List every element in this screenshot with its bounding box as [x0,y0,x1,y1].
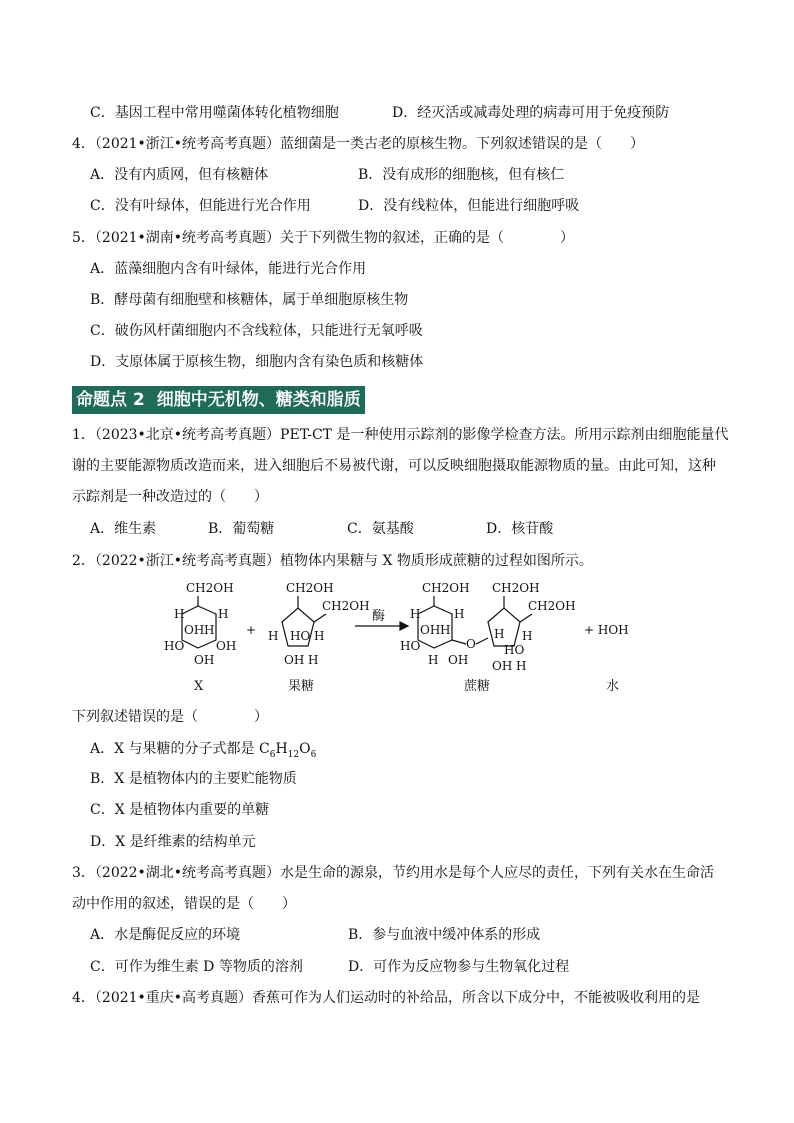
diagram-atom-label: H [204,623,215,637]
diagram-group-label: CH2OH [286,581,334,595]
diagram-atom-label: HO [504,643,525,657]
plus-sign: + [246,623,257,637]
diagram-group-label: CH2OH [492,581,540,595]
diagram-atom-label: H [314,629,325,643]
subscript: 6 [310,749,317,760]
diagram-atom-label: OH [420,623,441,637]
option-c: C．没有叶绿体，但能进行光合作用 [90,198,311,214]
question-stem: 3．（2022•湖北•统考高考真题）水是生命的源泉，节约用水是每个人应尽的责任，下列有关水在生命活 [72,865,715,881]
question-stem: 4．（2021•浙江•统考高考真题）蓝细菌是一类古老的原核生物。下列叙述错误的是（ ） [72,136,645,152]
question-stem-line: 谢的主要能源物质改造而来，进入细胞后不易被代谢，可以反映细胞摄取能源物质的量。由此可知，这种 [72,458,716,474]
option-a [90,740,316,764]
option-b: B．酵母菌有细胞壁和核糖体，属于单细胞原核生物 [90,292,409,308]
option-b: B．参与血液中缓冲体系的形成 [348,927,541,943]
subscript: 12 [287,749,300,760]
diagram-atom-label: H [522,629,533,643]
option-d: D．经灭活或减毒处理的病毒可用于免疫预防 [392,105,670,121]
option-c: C．氨基酸 [347,521,414,537]
diagram-atom-label: O [466,637,476,651]
option-b: B．X 是植物体内的主要贮能物质 [90,771,297,787]
section-number: 命题点 2 [76,390,145,410]
water-label: 水 [606,679,620,694]
diagram-atom-label: H [454,607,465,621]
option-c: C．X 是植物体内重要的单糖 [90,802,270,818]
diagram-atom-label: H [268,629,279,643]
diagram-atom-label: HO [290,629,311,643]
option-d: D．没有线粒体，但能进行细胞呼吸 [358,198,580,214]
enzyme-label: 酶 [372,609,386,624]
diagram-atom-label: H [174,607,185,621]
fructose-label: 果糖 [288,679,315,694]
diagram-group-label: CH2OH [322,599,370,613]
sucrose-label: 蔗糖 [464,679,491,694]
diagram-group-label: CH2OH [422,581,470,595]
question-stem: 1．（2023•北京•统考高考真题）PET-CT 是一种使用示踪剂的影像学检查方法。所用示踪剂由细胞能量代 [72,427,729,443]
diagram-atom-label: H [440,623,451,637]
diagram-atom-label: OH [448,653,469,667]
formula-o: O [299,741,311,757]
water-formula: + HOH [584,623,629,637]
option-a: A．维生素 [90,521,157,537]
option-a: A．没有内质网，但有核糖体 [90,167,269,183]
question-ask: 下列叙述错误的是（ ） [72,709,268,725]
diagram-atom-label: OH [492,659,513,673]
diagram-atom-label: H [410,607,421,621]
diagram-atom-label: OH [284,653,305,667]
diagram-atom-label: H [308,653,319,667]
option-a-text: A．X 与果糖的分子式都是 C [90,741,270,757]
section-heading [72,386,365,414]
diagram-atom-label: H [516,659,527,673]
diagram-atom-label: OH [216,639,237,653]
x-label: X [194,679,204,694]
question-stem: 5．（2021•湖南•统考高考真题）关于下列微生物的叙述，正确的是（ ） [72,230,575,246]
question-stem-line: 示踪剂是一种改造过的（ ） [72,489,268,505]
option-a: A．蓝藻细胞内含有叶绿体，能进行光合作用 [90,261,367,277]
diagram-group-label: CH2OH [186,581,234,595]
sucrose-formation-diagram [160,578,640,698]
section-title: 细胞中无机物、糖类和脂质 [156,390,361,410]
diagram-group-label: CH2OH [528,599,576,613]
option-b: B．没有成形的细胞核，但有核仁 [358,167,565,183]
diagram-atom-label: OH [194,653,215,667]
diagram-atom-label: H [494,627,505,641]
option-a: A．水是酶促反应的环境 [90,927,241,943]
diagram-atom-label: H [218,607,229,621]
subscript: 6 [269,749,276,760]
option-d: D．支原体属于原核生物，细胞内含有染色质和核糖体 [90,354,424,370]
option-c: C．基因工程中常用噬菌体转化植物细胞 [90,105,339,121]
option-d: D．X 是纤维素的结构单元 [90,834,256,850]
diagram-atom-label: HO [400,639,421,653]
option-d: D．可作为反应物参与生物氧化过程 [348,959,570,975]
option-b: B．葡萄糖 [208,521,275,537]
question-stem: 4．（2021•重庆•高考真题）香蕉可作为人们运动时的补给品，所含以下成分中，不能被吸收利用的是 [72,990,701,1006]
diagram-atom-label: HO [164,639,185,653]
question-stem: 2．（2022•浙江•统考高考真题）植物体内果糖与 X 物质形成蔗糖的过程如图所示。 [72,553,593,569]
option-d: D．核苷酸 [486,521,554,537]
diagram-atom-label: H [428,653,439,667]
question-stem-line: 动中作用的叙述，错误的是（ ） [72,896,296,912]
option-c: C．可作为维生素 D 等物质的溶剂 [90,959,303,975]
diagram-atom-label: OH [184,623,205,637]
option-c: C．破伤风杆菌细胞内不含线粒体，只能进行无氧呼吸 [90,323,423,339]
formula-h: H [275,741,288,757]
